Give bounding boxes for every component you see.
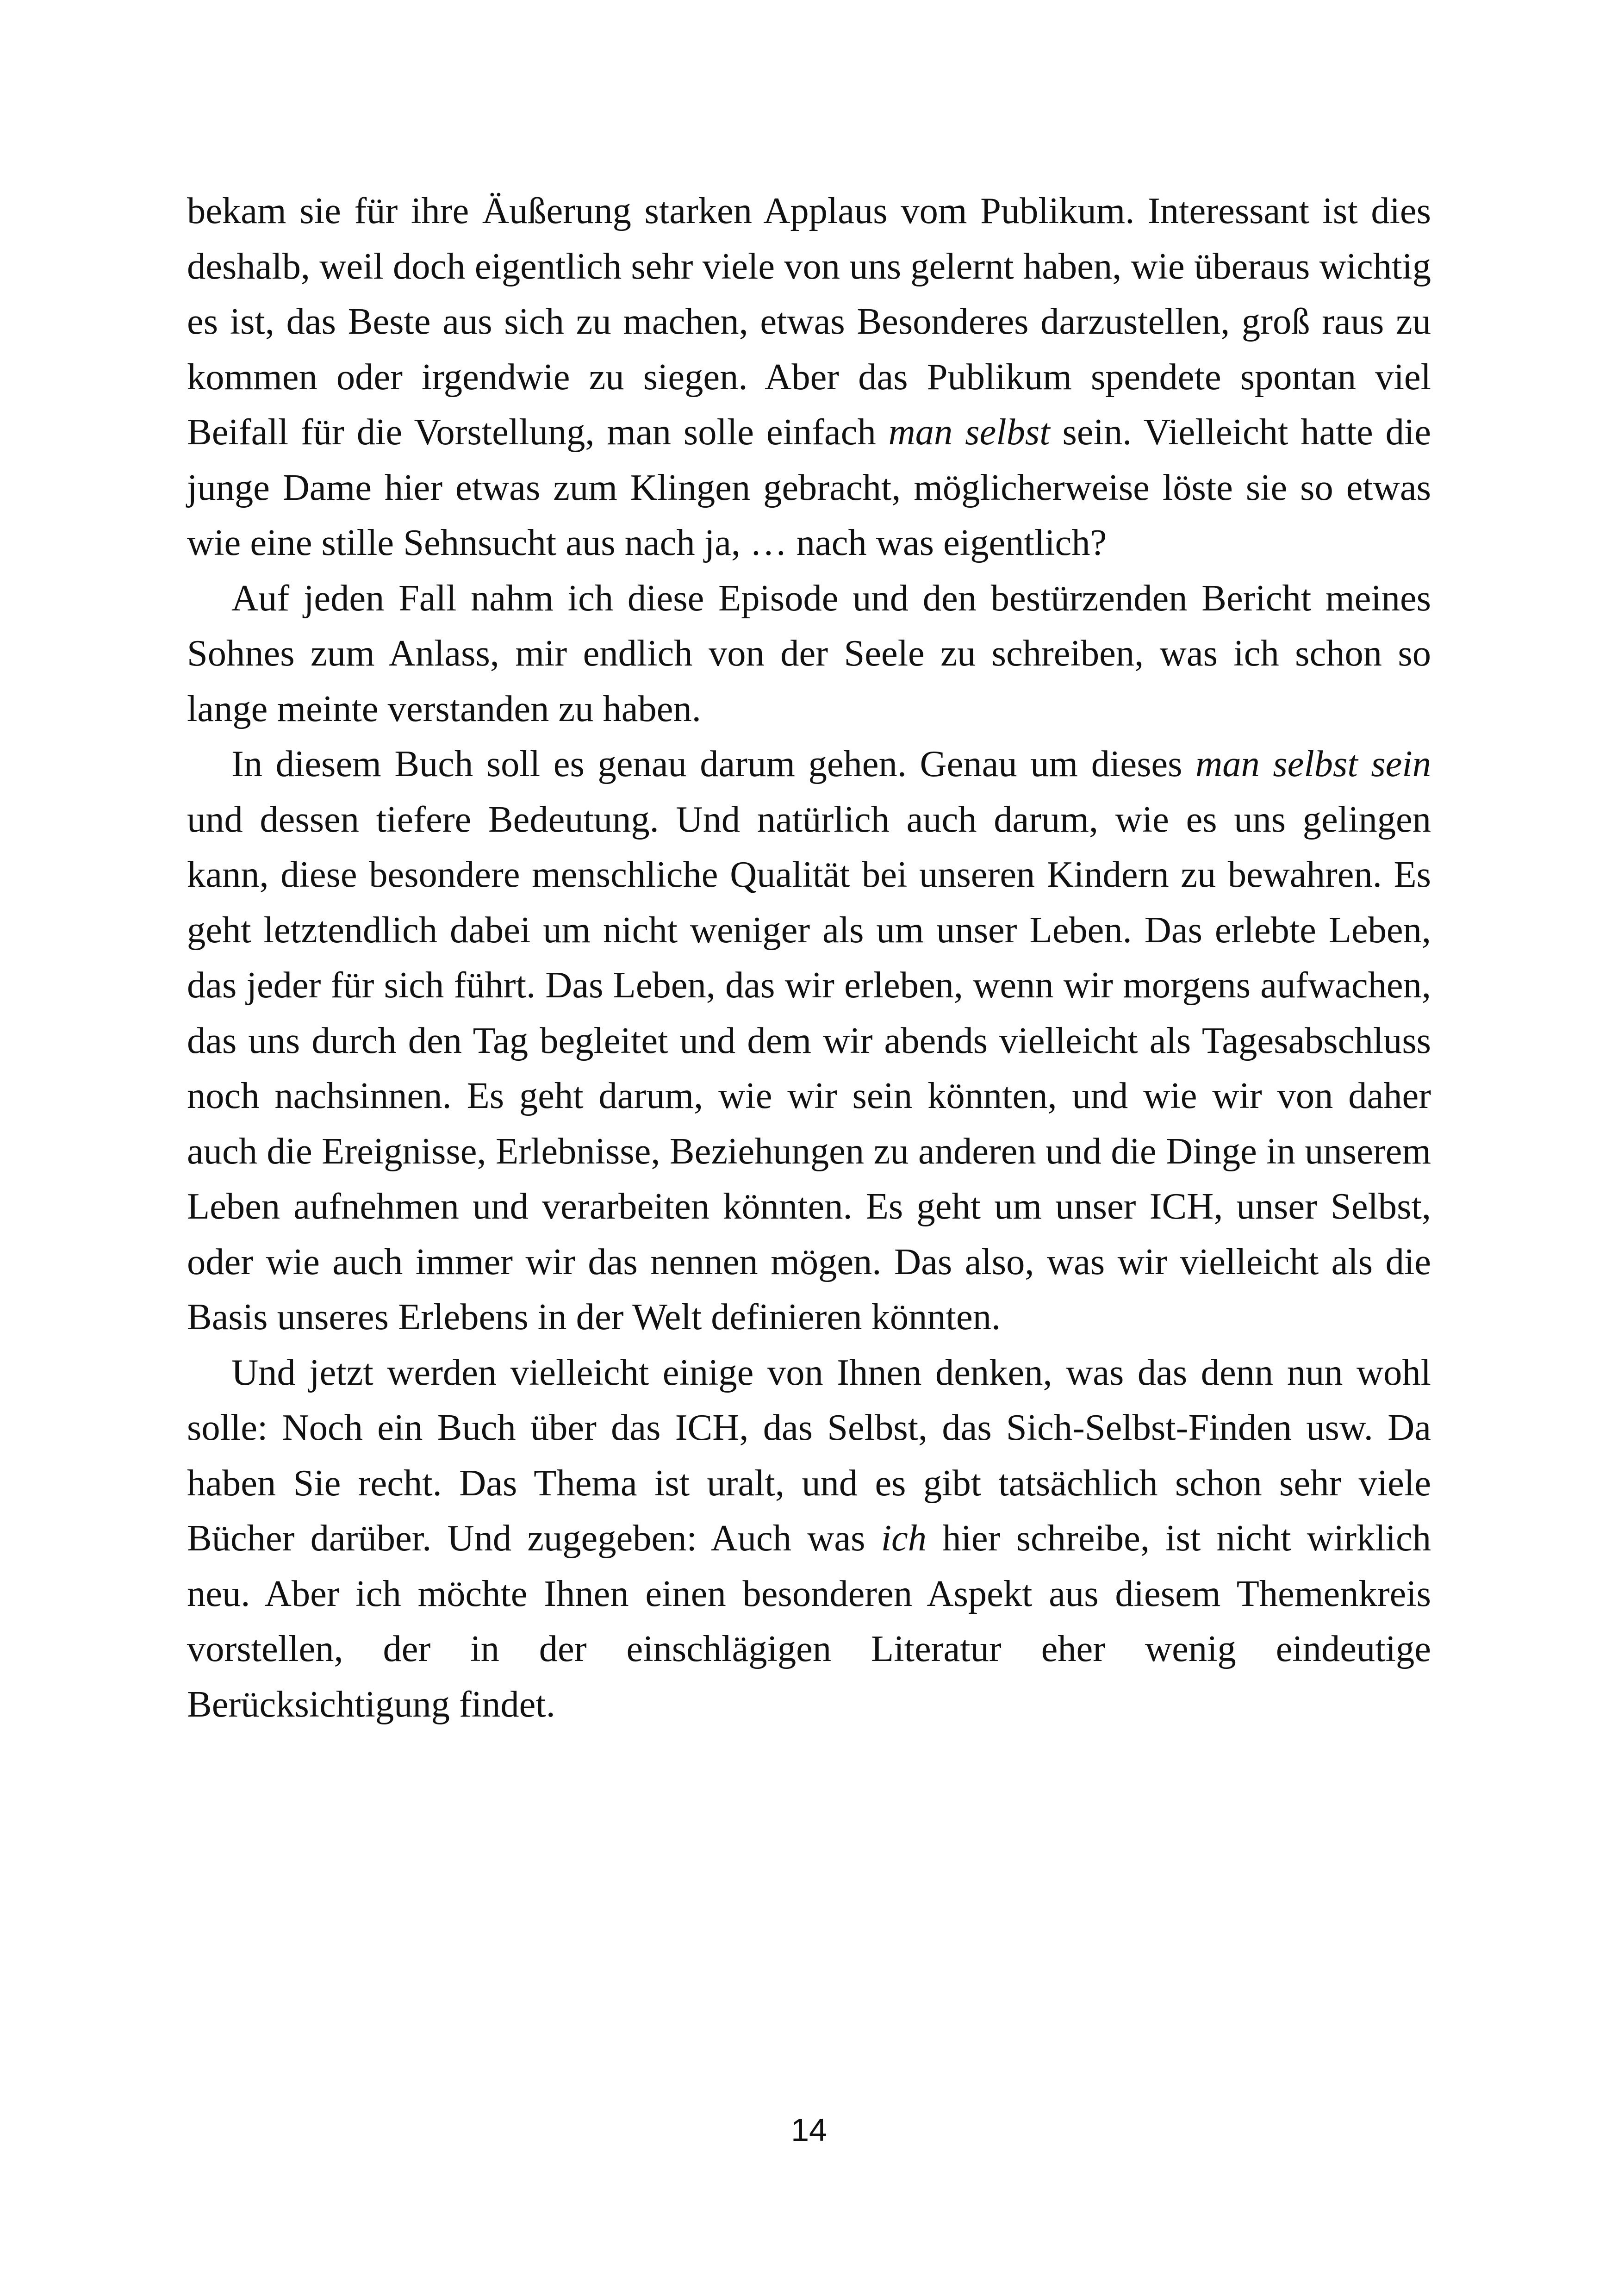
emphasis-text: ich [881, 1518, 927, 1559]
page-number: 14 [791, 2112, 827, 2148]
emphasis-text: man selbst sein [1195, 743, 1431, 784]
paragraph-text: In diesem Buch soll es genau darum gehen. Genau um dieses [231, 743, 1196, 784]
paragraph-4 [187, 1345, 1431, 1732]
emphasis-text: man selbst [888, 411, 1050, 453]
paragraph-text: sein. Vielleicht hatte die junge Dame hier etwas zum Klingen gebracht, möglicherweise löste sie so etwas wie eine stille Sehnsucht aus nach ja, … nach was eigentlich? [187, 411, 1431, 563]
paragraph-text: und dessen tiefere Bedeutung. Und natürlich auch darum, wie es uns gelingen kann, diese besondere menschliche Qualität bei unseren Kindern zu bewahren. Es geht letztendlich dabei um nicht weniger als um unser Leben. Das erlebte Leben, das jeder für sich führt. Das Leben, das wir erleben, wenn wir morgens aufwachen, das uns durch den Tag begleitet und dem wir abends vielleicht als Tagesabschluss noch nachsinnen. Es geht darum, wie wir sein könnten, und wie wir von daher auch die Ereignisse, Erlebnisse, Beziehungen zu anderen und die Dinge in unserem Leben aufnehmen und verarbeiten könnten. Es geht um unser ICH, unser Selbst, oder wie auch immer wir das nennen mögen. Das also, was wir vielleicht als die Basis unseres Erlebens in der Welt definieren könnten. [187, 798, 1431, 1338]
body-text [187, 183, 1431, 1732]
paragraph-1 [187, 183, 1431, 571]
paragraph-2 [187, 571, 1431, 737]
paragraph-text: Und jetzt werden vielleicht einige von Ihnen denken, was das denn nun wohl solle: Noch ein Buch über das ICH, das Selbst, das Sich-Selbst-Finden usw. Da haben Sie recht. Das Thema ist uralt, und es gibt tatsächlich schon sehr viele Bücher darüber. Und zugegeben: Auch was [187, 1351, 1431, 1559]
paragraph-text: Auf jeden Fall nahm ich diese Episode und den bestürzenden Bericht meines Sohnes zum Anlass, mir endlich von der Seele zu schreiben, was ich schon so lange meinte verstanden zu haben. [187, 577, 1431, 729]
paragraph-text: bekam sie für ihre Äußerung starken Applaus vom Publikum. Interessant ist dies deshalb, weil doch eigentlich sehr viele von uns gelernt haben, wie überaus wichtig es ist, das Beste aus sich zu machen, etwas Besonderes darzustellen, groß raus zu kommen oder irgendwie zu siegen. Aber das Publikum spendete spontan viel Beifall für die Vorstellung, man solle einfach [187, 190, 1431, 453]
paragraph-text: hier schreibe, ist nicht wirklich neu. Aber ich möchte Ihnen einen besonderen Aspekt aus diesem Themenkreis vorstellen, der in der einschlägigen Literatur eher wenig eindeutige Berücksichtigung findet. [187, 1518, 1431, 1725]
paragraph-3 [187, 736, 1431, 1345]
